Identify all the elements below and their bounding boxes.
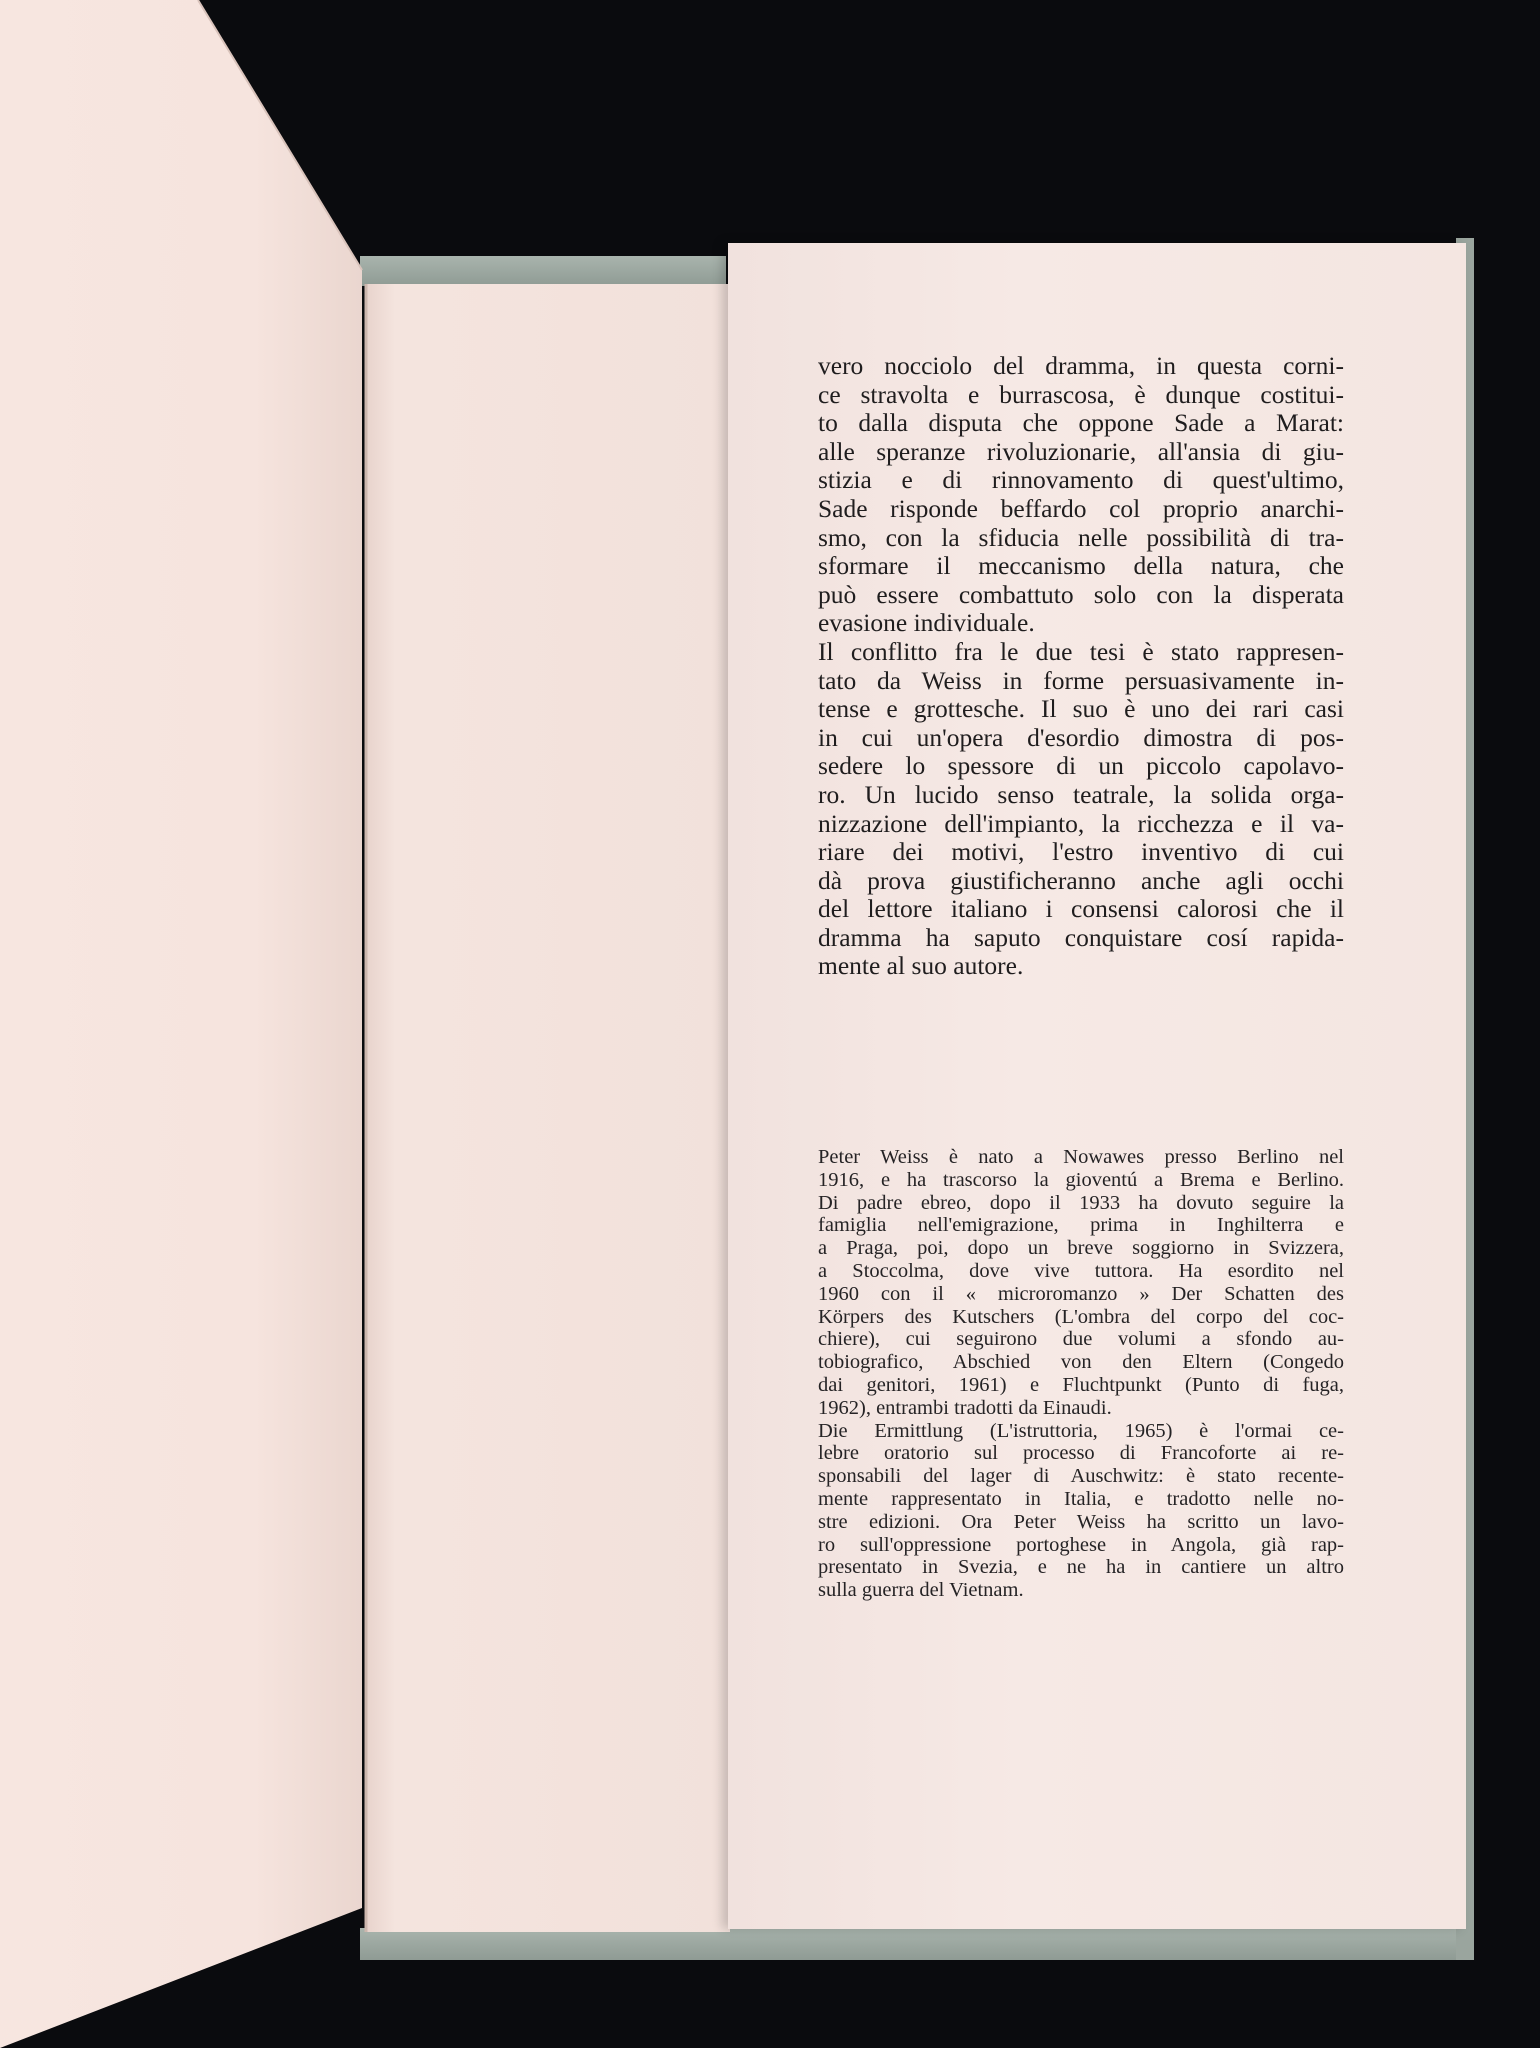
text-line: famiglia nell'emigrazione, prima in Inghilterra e	[818, 1214, 1344, 1237]
text-line: tato da Weiss in forme persuasivamente in-	[818, 665, 1344, 695]
text-line: stizia e di rinnovamento di quest'ultimo,	[818, 465, 1344, 495]
text-line: nizzazione dell'impianto, la ricchezza e il va-	[818, 808, 1344, 838]
text-line: 1960 con il « microromanzo » Der Schatten des	[818, 1282, 1344, 1305]
text-line: stre edizioni. Ora Peter Weiss ha scritto un lavo-	[818, 1510, 1344, 1533]
text-line: to dalla disputa che oppone Sade a Marat:	[818, 408, 1344, 438]
blurb-paragraph-2	[818, 638, 1344, 981]
text-line: del lettore italiano i consensi calorosi che il	[818, 894, 1344, 924]
text-line: alle speranze rivoluzionarie, all'ansia di giu-	[818, 436, 1344, 466]
text-line: Körpers des Kutschers (L'ombra del corpo del coc-	[818, 1305, 1344, 1328]
text-line: ce stravolta e burrascosa, è dunque costitui-	[818, 379, 1344, 409]
pastedown-page	[366, 284, 730, 1932]
text-line: presentato in Svezia, e ne ha in cantiere un altro	[818, 1556, 1344, 1579]
text-line: Di padre ebreo, dopo il 1933 ha dovuto seguire la	[818, 1191, 1344, 1214]
text-line: Die Ermittlung (L'istruttoria, 1965) è l'ormai ce-	[818, 1419, 1344, 1442]
text-line: 1916, e ha trascorso la gioventú a Brema e Berlino.	[818, 1168, 1344, 1191]
text-line: vero nocciolo del dramma, in questa corni-	[818, 351, 1344, 380]
text-line: dramma ha saputo conquistare cosí rapida-	[818, 922, 1344, 952]
text-line: a Praga, poi, dopo un breve soggiorno in Svizzera,	[818, 1237, 1344, 1260]
text-line: mente al suo autore.	[818, 951, 1024, 981]
text-line: mente rappresentato in Italia, e tradotto nelle no-	[818, 1487, 1344, 1510]
text-line: tense e grottesche. Il suo è uno dei rari casi	[818, 694, 1344, 724]
left-endpaper	[0, 0, 362, 2048]
text-line: evasione individuale.	[818, 608, 1035, 638]
text-line: sulla guerra del Vietnam.	[818, 1579, 1024, 1602]
text-line: smo, con la sfiducia nelle possibilità di tra-	[818, 522, 1344, 552]
text-line: a Stoccolma, dove vive tuttora. Ha esordito nel	[818, 1259, 1344, 1282]
bio-paragraph-2	[818, 1420, 1344, 1602]
text-line: dai genitori, 1961) e Fluchtpunkt (Punto di fuga,	[818, 1373, 1344, 1396]
blurb-text	[818, 352, 1344, 981]
author-bio-text	[818, 1146, 1344, 1602]
text-line: 1962), entrambi tradotti da Einaudi.	[818, 1396, 1112, 1419]
text-line: sponsabili del lager di Auschwitz: è stato recente-	[818, 1465, 1344, 1488]
text-line: lebre oratorio sul processo di Francoforte ai re-	[818, 1442, 1344, 1465]
text-line: può essere combattuto solo con la disperata	[818, 579, 1344, 609]
text-line: Sade risponde beffardo col proprio anarchi-	[818, 493, 1344, 523]
text-line: tobiografico, Abschied von den Eltern (Congedo	[818, 1351, 1344, 1374]
text-line: sedere lo spessore di un piccolo capolavo-	[818, 751, 1344, 781]
board-cloth-edge-top	[360, 256, 726, 286]
text-line: ro. Un lucido senso teatrale, la solida orga-	[818, 779, 1344, 809]
board-cloth-edge-bottom	[360, 1928, 1470, 1960]
text-line: chiere), cui seguirono due volumi a sfondo au-	[818, 1328, 1344, 1351]
text-line: Il conflitto fra le due tesi è stato rappresen-	[818, 636, 1344, 666]
bio-paragraph-1	[818, 1146, 1344, 1420]
blurb-paragraph-1	[818, 352, 1344, 638]
text-line: in cui un'opera d'esordio dimostra di pos-	[818, 722, 1344, 752]
text-line: sformare il meccanismo della natura, che	[818, 551, 1344, 581]
text-line: Peter Weiss è nato a Nowawes presso Berlino nel	[818, 1146, 1344, 1168]
text-line: dà prova giustificheranno anche agli occhi	[818, 865, 1344, 895]
text-line: ro sull'oppressione portoghese in Angola, già rap-	[818, 1533, 1344, 1556]
text-line: riare dei motivi, l'estro inventivo di cui	[818, 837, 1344, 867]
